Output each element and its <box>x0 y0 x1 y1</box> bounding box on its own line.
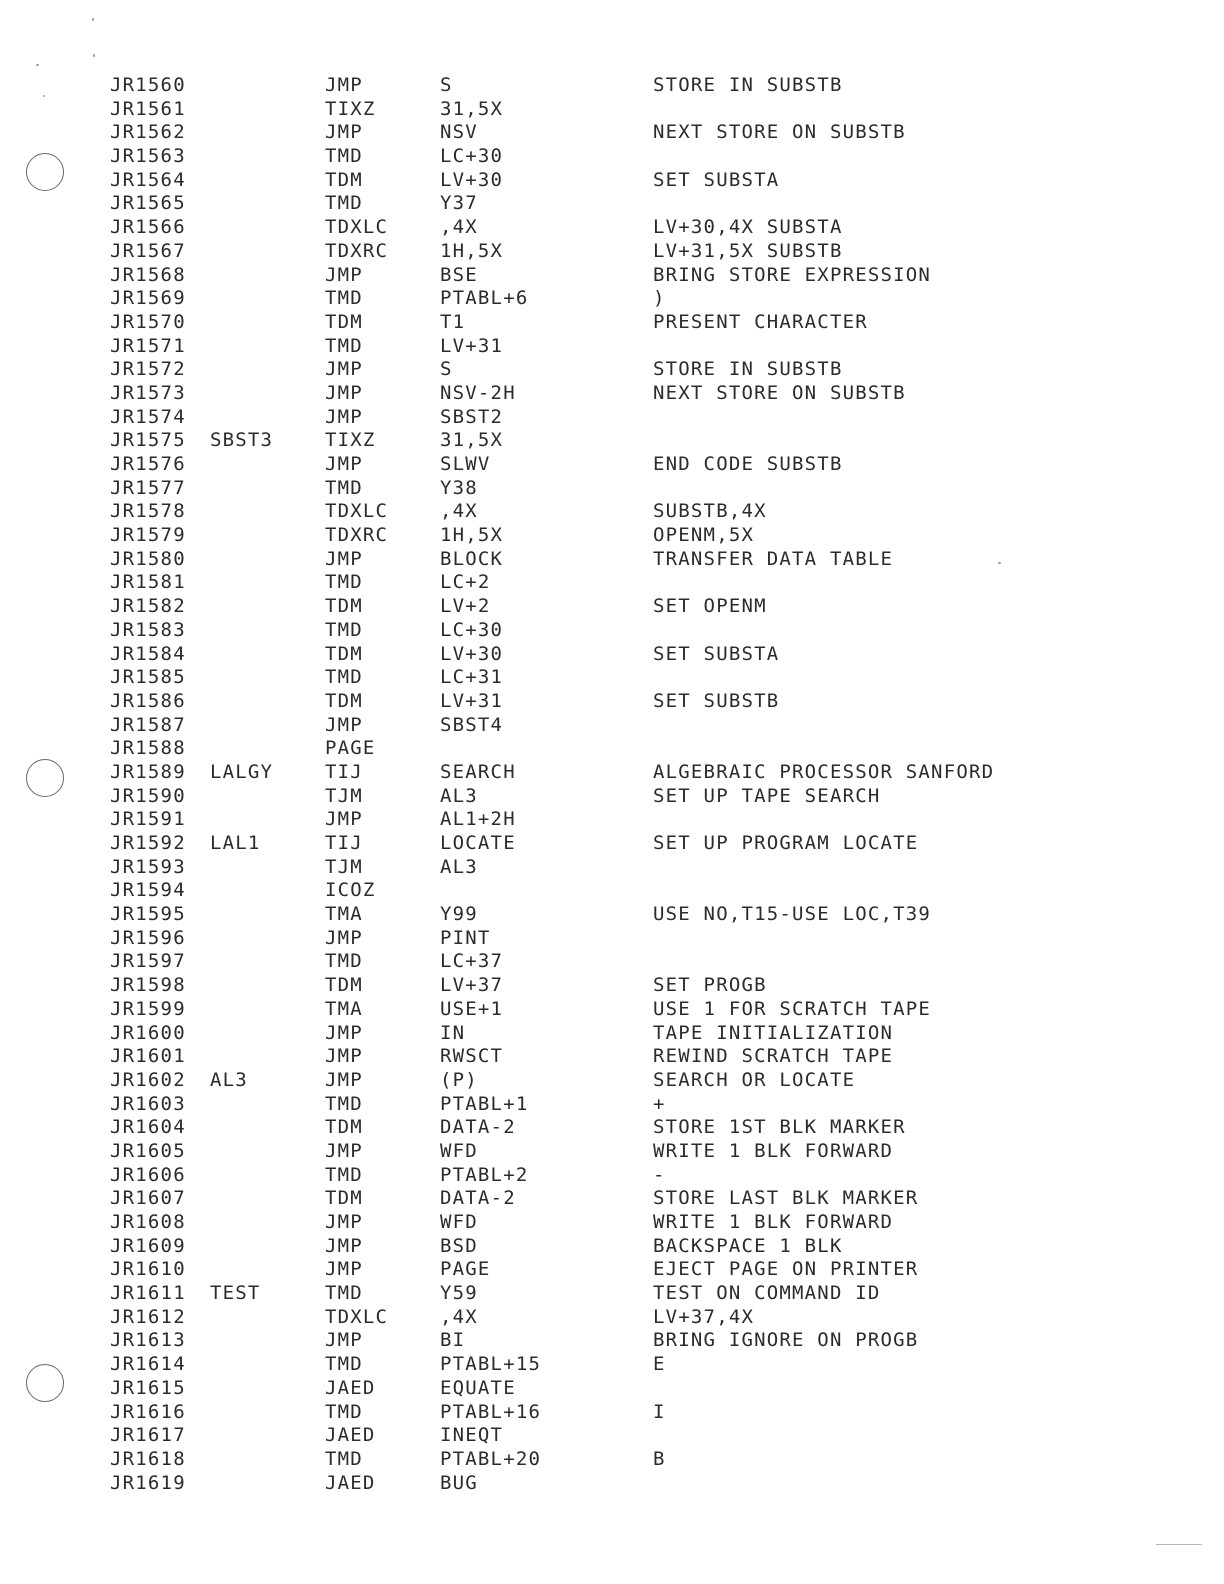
sequence-number: JR1601 <box>110 1045 186 1068</box>
listing-line <box>0 950 1224 974</box>
listing-line <box>0 643 1224 667</box>
opcode: TMD <box>325 950 363 973</box>
listing-line <box>0 832 1224 856</box>
listing-line <box>0 903 1224 927</box>
operand: PTABL+20 <box>440 1447 542 1470</box>
listing-line <box>0 1164 1224 1188</box>
sequence-number: JR1581 <box>110 571 186 594</box>
sequence-number: JR1566 <box>110 216 186 239</box>
sequence-number: JR1570 <box>110 310 186 333</box>
operand: SEARCH <box>440 760 516 783</box>
operand: SLWV <box>440 453 491 475</box>
line-comment: STORE LAST BLK MARKER <box>653 1187 919 1210</box>
sequence-number: JR1591 <box>110 808 186 831</box>
listing-line <box>0 240 1224 264</box>
listing-line <box>0 264 1224 288</box>
sequence-number: JR1585 <box>110 666 186 689</box>
operand: BLOCK <box>440 547 504 570</box>
line-comment: + <box>653 1092 666 1115</box>
line-comment: WRITE 1 BLK FORWARD <box>653 1139 894 1162</box>
line-comment: SET OPENM <box>653 595 767 618</box>
listing-line <box>0 1258 1224 1282</box>
operand: IN <box>440 1021 466 1044</box>
operand: NSV <box>440 121 478 144</box>
line-comment: TAPE INITIALIZATION <box>653 1021 894 1044</box>
listing-line <box>0 619 1224 643</box>
listing-line <box>0 1022 1224 1046</box>
listing-line <box>0 216 1224 240</box>
line-comment: LV+31,5X SUBSTB <box>653 239 843 262</box>
sequence-number: JR1589 <box>110 760 186 783</box>
operand: 31,5X <box>440 429 504 452</box>
operand: WFD <box>440 1211 478 1233</box>
listing-line <box>0 1401 1224 1425</box>
opcode: JMP <box>325 405 363 428</box>
operand: 1H,5X <box>440 239 504 262</box>
listing-line <box>0 785 1224 809</box>
sequence-number: JR1567 <box>110 239 186 262</box>
opcode: TMD <box>325 571 363 594</box>
listing-line <box>0 974 1224 998</box>
line-comment: B <box>653 1447 666 1470</box>
listing-line <box>0 761 1224 785</box>
listing-line <box>0 1235 1224 1259</box>
operand: ,4X <box>440 1305 478 1328</box>
sequence-number: JR1598 <box>110 974 186 997</box>
sequence-number: JR1599 <box>110 997 186 1020</box>
opcode: TDXRC <box>325 239 389 262</box>
operand: WFD <box>440 1139 478 1162</box>
listing-line <box>0 666 1224 690</box>
operand: LC+37 <box>440 950 504 973</box>
operand: AL3 <box>440 855 478 878</box>
line-label: SBST3 <box>210 429 274 452</box>
opcode: TMD <box>325 1092 363 1115</box>
sequence-number: JR1592 <box>110 832 186 854</box>
operand: S <box>440 358 453 381</box>
operand: S <box>440 74 453 96</box>
opcode: TMD <box>325 476 363 499</box>
operand: Y99 <box>440 903 478 926</box>
sequence-number: JR1583 <box>110 618 186 641</box>
sequence-number: JR1593 <box>110 855 186 878</box>
line-comment: REWIND SCRATCH TAPE <box>653 1045 894 1068</box>
sequence-number: JR1619 <box>110 1471 186 1494</box>
sequence-number: JR1563 <box>110 145 186 168</box>
listing-line <box>0 998 1224 1022</box>
line-comment: E <box>653 1353 666 1376</box>
operand: DATA-2 <box>440 1187 516 1210</box>
listing-line <box>0 311 1224 335</box>
sequence-number: JR1573 <box>110 381 186 404</box>
opcode: JMP <box>325 74 363 96</box>
sequence-number: JR1568 <box>110 263 186 286</box>
opcode: JAED <box>325 1424 376 1447</box>
opcode: TMD <box>325 1282 363 1305</box>
listing-line <box>0 1093 1224 1117</box>
sequence-number: JR1571 <box>110 334 186 357</box>
listing-line <box>0 524 1224 548</box>
sequence-number: JR1564 <box>110 168 186 191</box>
sequence-number: JR1579 <box>110 524 186 547</box>
opcode: JMP <box>325 1329 363 1352</box>
line-comment: WRITE 1 BLK FORWARD <box>653 1211 894 1233</box>
listing-line <box>0 429 1224 453</box>
listing-line <box>0 1211 1224 1235</box>
operand: PTABL+15 <box>440 1353 542 1376</box>
line-comment: SET SUBSTA <box>653 642 780 665</box>
line-comment: SET SUBSTA <box>653 168 780 191</box>
opcode: JAED <box>325 1471 376 1494</box>
line-comment: STORE IN SUBSTB <box>653 74 843 96</box>
line-comment: BRING IGNORE ON PROGB <box>653 1329 919 1352</box>
line-comment: SEARCH OR LOCATE <box>653 1068 856 1091</box>
sequence-number: JR1616 <box>110 1400 186 1423</box>
sequence-number: JR1614 <box>110 1353 186 1376</box>
sequence-number: JR1607 <box>110 1187 186 1210</box>
sequence-number: JR1582 <box>110 595 186 618</box>
operand: NSV-2H <box>440 381 516 404</box>
listing-line <box>0 74 1224 98</box>
operand: RWSCT <box>440 1045 504 1068</box>
listing-line <box>0 1472 1224 1496</box>
opcode: TDXLC <box>325 216 389 239</box>
sequence-number: JR1594 <box>110 879 186 902</box>
listing-line <box>0 1282 1224 1306</box>
listing-line <box>0 406 1224 430</box>
sequence-number: JR1569 <box>110 287 186 310</box>
sequence-number: JR1560 <box>110 74 186 96</box>
listing-line <box>0 1069 1224 1093</box>
operand: LC+31 <box>440 666 504 689</box>
line-comment: SET UP TAPE SEARCH <box>653 784 881 807</box>
operand: LV+31 <box>440 334 504 357</box>
operand: LV+37 <box>440 974 504 997</box>
operand: PTABL+6 <box>440 287 529 310</box>
opcode: TMD <box>325 1163 363 1186</box>
sequence-number: JR1606 <box>110 1163 186 1186</box>
operand: BI <box>440 1329 466 1352</box>
sequence-number: JR1574 <box>110 405 186 428</box>
operand: BUG <box>440 1471 478 1494</box>
sequence-number: JR1577 <box>110 476 186 499</box>
operand: T1 <box>440 310 466 333</box>
listing-line <box>0 856 1224 880</box>
listing-line <box>0 145 1224 169</box>
operand: (P) <box>440 1068 478 1091</box>
opcode: TDM <box>325 168 363 191</box>
listing-line <box>0 358 1224 382</box>
sequence-number: JR1603 <box>110 1092 186 1115</box>
sequence-number: JR1611 <box>110 1282 186 1305</box>
paper-speck <box>36 64 39 66</box>
sequence-number: JR1609 <box>110 1234 186 1257</box>
page-edge-mark <box>1156 1544 1202 1545</box>
operand: LV+31 <box>440 689 504 712</box>
operand: LV+30 <box>440 168 504 191</box>
opcode: JMP <box>325 1021 363 1044</box>
line-label: LALGY <box>210 760 274 783</box>
opcode: TJM <box>325 855 363 878</box>
paper-speck <box>92 18 94 21</box>
listing-line <box>0 477 1224 501</box>
line-comment: USE 1 FOR SCRATCH TAPE <box>653 997 932 1020</box>
opcode: TMD <box>325 192 363 215</box>
operand: LC+30 <box>440 618 504 641</box>
opcode: JAED <box>325 1376 376 1399</box>
sequence-number: JR1590 <box>110 784 186 807</box>
opcode: JMP <box>325 121 363 144</box>
opcode: TDXLC <box>325 500 389 523</box>
operand: ,4X <box>440 216 478 239</box>
operand: PTABL+2 <box>440 1163 529 1186</box>
operand: LV+30 <box>440 642 504 665</box>
line-comment: STORE 1ST BLK MARKER <box>653 1116 906 1139</box>
listing-line <box>0 1306 1224 1330</box>
opcode: TDM <box>325 1116 363 1139</box>
operand: BSE <box>440 263 478 286</box>
sequence-number: JR1588 <box>110 737 186 760</box>
line-comment: - <box>653 1163 666 1186</box>
code-listing <box>0 74 1224 1495</box>
operand: 31,5X <box>440 97 504 120</box>
listing-line <box>0 714 1224 738</box>
opcode: JMP <box>325 381 363 404</box>
operand: LC+30 <box>440 145 504 168</box>
opcode: TDM <box>325 642 363 665</box>
listing-line <box>0 808 1224 832</box>
opcode: JMP <box>325 713 363 736</box>
listing-line <box>0 98 1224 122</box>
line-comment: PRESENT CHARACTER <box>653 310 868 333</box>
listing-line <box>0 737 1224 761</box>
line-comment: EJECT PAGE ON PRINTER <box>653 1258 919 1281</box>
listing-line <box>0 169 1224 193</box>
opcode: JMP <box>325 1234 363 1257</box>
operand: SBST2 <box>440 405 504 428</box>
opcode: TDM <box>325 310 363 333</box>
line-comment: OPENM,5X <box>653 524 755 547</box>
sequence-number: JR1586 <box>110 689 186 712</box>
line-comment: LV+30,4X SUBSTA <box>653 216 843 239</box>
operand: PAGE <box>440 1258 491 1281</box>
listing-line <box>0 1140 1224 1164</box>
line-comment: LV+37,4X <box>653 1305 755 1328</box>
line-comment: SET UP PROGRAM LOCATE <box>653 832 919 854</box>
opcode: TDXRC <box>325 524 389 547</box>
listing-line <box>0 500 1224 524</box>
opcode: TMD <box>325 618 363 641</box>
operand: USE+1 <box>440 997 504 1020</box>
opcode: TMD <box>325 145 363 168</box>
listing-line <box>0 1045 1224 1069</box>
operand: BSD <box>440 1234 478 1257</box>
listing-line <box>0 1353 1224 1377</box>
sequence-number: JR1612 <box>110 1305 186 1328</box>
listing-line <box>0 335 1224 359</box>
operand: EQUATE <box>440 1376 516 1399</box>
opcode: TMA <box>325 903 363 926</box>
listing-line <box>0 548 1224 572</box>
listing-line <box>0 1448 1224 1472</box>
opcode: PAGE <box>325 737 376 760</box>
opcode: TDXLC <box>325 1305 389 1328</box>
operand: Y59 <box>440 1282 478 1305</box>
listing-line <box>0 927 1224 951</box>
line-comment: NEXT STORE ON SUBSTB <box>653 381 906 404</box>
line-comment: I <box>653 1400 666 1423</box>
listing-line <box>0 690 1224 714</box>
sequence-number: JR1602 <box>110 1068 186 1091</box>
sequence-number: JR1615 <box>110 1376 186 1399</box>
sequence-number: JR1580 <box>110 547 186 570</box>
listing-line <box>0 287 1224 311</box>
listing-line <box>0 1424 1224 1448</box>
operand: SBST4 <box>440 713 504 736</box>
opcode: TMD <box>325 287 363 310</box>
operand: AL3 <box>440 784 478 807</box>
opcode: TMD <box>325 1353 363 1376</box>
sequence-number: JR1576 <box>110 453 186 475</box>
operand: PTABL+1 <box>440 1092 529 1115</box>
listing-line <box>0 1329 1224 1353</box>
line-comment: TEST ON COMMAND ID <box>653 1282 881 1305</box>
listing-line <box>0 879 1224 903</box>
opcode: TDM <box>325 595 363 618</box>
listing-line <box>0 571 1224 595</box>
opcode: TIXZ <box>325 97 376 120</box>
opcode: TIJ <box>325 760 363 783</box>
line-comment: ALGEBRAIC PROCESSOR SANFORD <box>653 760 995 783</box>
sequence-number: JR1610 <box>110 1258 186 1281</box>
opcode: TIJ <box>325 832 363 854</box>
line-label: AL3 <box>210 1068 248 1091</box>
line-comment: TRANSFER DATA TABLE <box>653 547 894 570</box>
opcode: JMP <box>325 808 363 831</box>
opcode: TIXZ <box>325 429 376 452</box>
line-comment: NEXT STORE ON SUBSTB <box>653 121 906 144</box>
listing-line <box>0 382 1224 406</box>
sequence-number: JR1562 <box>110 121 186 144</box>
line-comment: USE NO,T15-USE LOC,T39 <box>653 903 932 926</box>
opcode: TDM <box>325 1187 363 1210</box>
opcode: TMD <box>325 666 363 689</box>
operand: PTABL+16 <box>440 1400 542 1423</box>
sequence-number: JR1597 <box>110 950 186 973</box>
listing-line <box>0 1116 1224 1140</box>
line-comment: BRING STORE EXPRESSION <box>653 263 932 286</box>
paper-speck <box>93 54 95 57</box>
sequence-number: JR1584 <box>110 642 186 665</box>
sequence-number: JR1572 <box>110 358 186 381</box>
sequence-number: JR1604 <box>110 1116 186 1139</box>
operand: ,4X <box>440 500 478 523</box>
operand: Y37 <box>440 192 478 215</box>
opcode: ICOZ <box>325 879 376 902</box>
line-comment: BACKSPACE 1 BLK <box>653 1234 843 1257</box>
opcode: JMP <box>325 1068 363 1091</box>
sequence-number: JR1565 <box>110 192 186 215</box>
line-comment: SET PROGB <box>653 974 767 997</box>
opcode: TJM <box>325 784 363 807</box>
line-comment: END CODE SUBSTB <box>653 453 843 475</box>
listing-line <box>0 453 1224 477</box>
sequence-number: JR1617 <box>110 1424 186 1447</box>
sequence-number: JR1600 <box>110 1021 186 1044</box>
operand: AL1+2H <box>440 808 516 831</box>
opcode: TDM <box>325 689 363 712</box>
opcode: JMP <box>325 1139 363 1162</box>
operand: LC+2 <box>440 571 491 594</box>
sequence-number: JR1575 <box>110 429 186 452</box>
sequence-number: JR1618 <box>110 1447 186 1470</box>
sequence-number: JR1605 <box>110 1139 186 1162</box>
line-label: TEST <box>210 1282 261 1305</box>
sequence-number: JR1608 <box>110 1211 186 1233</box>
opcode: TMD <box>325 1447 363 1470</box>
opcode: JMP <box>325 263 363 286</box>
listing-line <box>0 192 1224 216</box>
sequence-number: JR1561 <box>110 97 186 120</box>
opcode: TMD <box>325 1400 363 1423</box>
opcode: TDM <box>325 974 363 997</box>
operand: INEQT <box>440 1424 504 1447</box>
opcode: JMP <box>325 547 363 570</box>
opcode: JMP <box>325 358 363 381</box>
sequence-number: JR1578 <box>110 500 186 523</box>
sequence-number: JR1587 <box>110 713 186 736</box>
listing-line <box>0 121 1224 145</box>
listing-line <box>0 1377 1224 1401</box>
listing-line <box>0 595 1224 619</box>
operand: DATA-2 <box>440 1116 516 1139</box>
operand: 1H,5X <box>440 524 504 547</box>
opcode: TMA <box>325 997 363 1020</box>
sequence-number: JR1595 <box>110 903 186 926</box>
opcode: JMP <box>325 1045 363 1068</box>
operand: LOCATE <box>440 832 516 854</box>
line-comment: SET SUBSTB <box>653 689 780 712</box>
listing-line <box>0 1187 1224 1211</box>
line-label: LAL1 <box>210 832 261 854</box>
sequence-number: JR1613 <box>110 1329 186 1352</box>
line-comment: STORE IN SUBSTB <box>653 358 843 381</box>
operand: PINT <box>440 926 491 949</box>
sequence-number: JR1596 <box>110 926 186 949</box>
operand: LV+2 <box>440 595 491 618</box>
operand: Y38 <box>440 476 478 499</box>
line-comment: SUBSTB,4X <box>653 500 767 523</box>
opcode: JMP <box>325 1211 363 1233</box>
opcode: TMD <box>325 334 363 357</box>
opcode: JMP <box>325 1258 363 1281</box>
line-comment: ) <box>653 287 666 310</box>
opcode: JMP <box>325 453 363 475</box>
opcode: JMP <box>325 926 363 949</box>
